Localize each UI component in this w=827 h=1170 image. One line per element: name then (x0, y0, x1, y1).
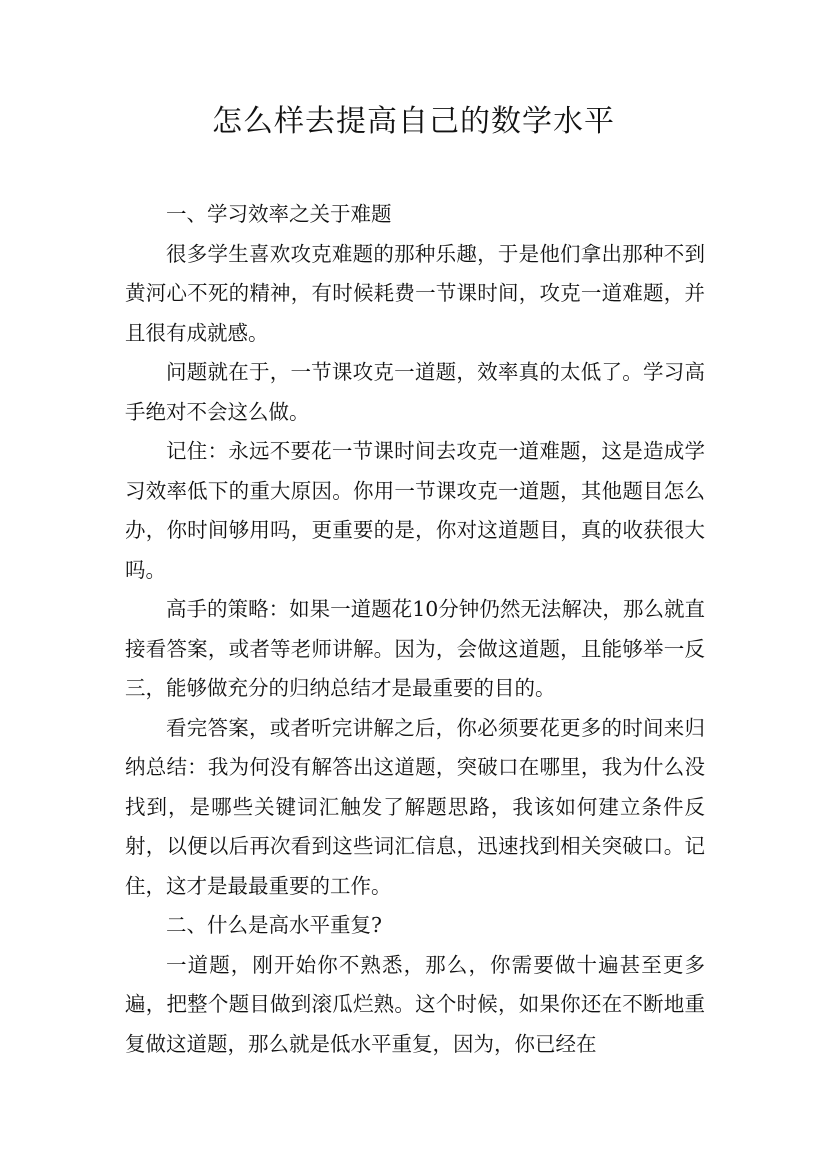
section-heading-2: 二、什么是高水平重复? (166, 913, 382, 937)
paragraph: 看完答案，或者听完讲解之后，你必须要花更多的时间来归纳总结：我为何没有解答出这道题，突破口在哪里，我为什么没找到，是哪些关键词汇触发了解题思路，我该如何建立条件反射，以便以后再次看到这些词汇信息，迅速找到相关突破口。记住，这才是最最重要的工作。 (125, 715, 705, 898)
paragraph: 高手的策略：如果一道题花10分钟仍然无法解决，那么就直接看答案，或者等老师讲解。因为，会做这道题，且能够举一反三，能够做充分的归纳总结才是最重要的目的。 (125, 597, 705, 700)
document-body (125, 195, 705, 1064)
paragraph: 记住：永远不要花一节课时间去攻克一道难题，这是造成学习效率低下的重大原因。你用一节课攻克一道题，其他题目怎么办，你时间够用吗，更重要的是，你对这道题目，真的收获很大吗。 (125, 439, 705, 582)
paragraph: 问题就在于，一节课攻克一道题，效率真的太低了。学习高手绝对不会这么做。 (125, 360, 705, 424)
paragraph: 很多学生喜欢攻克难题的那种乐趣，于是他们拿出那种不到黄河心不死的精神，有时候耗费一节课时间，攻克一道难题，并且很有成就感。 (125, 241, 705, 345)
paragraph: 一道题，刚开始你不熟悉，那么，你需要做十遍甚至更多遍，把整个题目做到滚瓜烂熟。这个时候，如果你还在不断地重复做这道题，那么就是低水平重复，因为，你已经在 (125, 952, 705, 1056)
section-heading-1: 一、学习效率之关于难题 (166, 202, 392, 226)
document-title: 怎么样去提高自己的数学水平 (212, 104, 615, 139)
